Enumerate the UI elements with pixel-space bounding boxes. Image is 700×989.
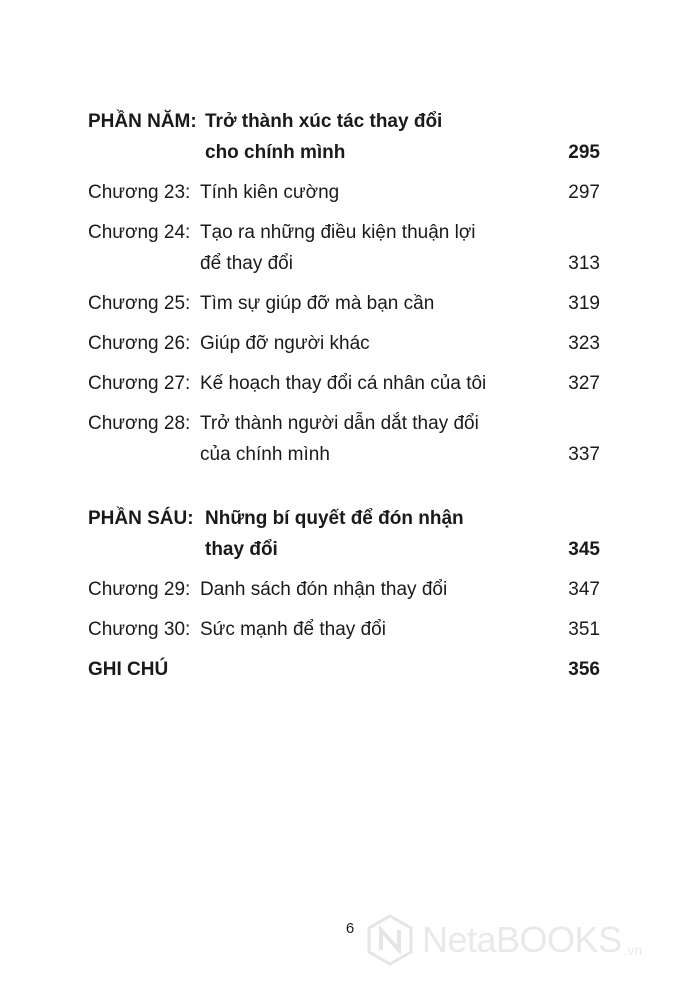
chapter-label: Chương 26: bbox=[88, 333, 191, 354]
chapter-page: 297 bbox=[568, 182, 600, 203]
page-number: 6 bbox=[345, 920, 355, 937]
netabooks-logo-icon bbox=[366, 914, 414, 966]
chapter-title: Kế hoạch thay đổi cá nhân của tôi bbox=[200, 373, 487, 394]
toc-part-5[interactable] bbox=[88, 106, 600, 168]
chapter-title-cont: của chính mình bbox=[200, 444, 330, 465]
part-title-cont: thay đổi bbox=[205, 539, 278, 560]
chapter-page: 319 bbox=[568, 293, 600, 314]
toc-chapter-26[interactable] bbox=[88, 328, 600, 359]
part-title: Trở thành xúc tác thay đổi bbox=[205, 111, 443, 132]
part-title: Những bí quyết để đón nhận bbox=[205, 508, 464, 529]
toc-notes[interactable] bbox=[88, 654, 600, 685]
notes-label: GHI CHÚ bbox=[88, 659, 169, 680]
chapter-title: Trở thành người dẫn dắt thay đổi bbox=[200, 413, 479, 434]
toc-part-6[interactable] bbox=[88, 503, 600, 565]
chapter-label: Chương 29: bbox=[88, 579, 191, 600]
chapter-label: Chương 25: bbox=[88, 293, 191, 314]
table-of-contents bbox=[88, 106, 600, 685]
chapter-page: 327 bbox=[568, 373, 600, 394]
chapter-page: 347 bbox=[568, 579, 600, 600]
part-label: PHẦN NĂM: bbox=[88, 111, 197, 132]
chapter-title: Tính kiên cường bbox=[200, 182, 340, 203]
chapter-title: Sức mạnh để thay đổi bbox=[200, 619, 386, 640]
toc-chapter-25[interactable] bbox=[88, 288, 600, 319]
chapter-page: 323 bbox=[568, 333, 600, 354]
watermark bbox=[366, 914, 642, 966]
toc-chapter-27[interactable] bbox=[88, 368, 600, 399]
chapter-page: 351 bbox=[568, 619, 600, 640]
chapter-title: Danh sách đón nhận thay đổi bbox=[200, 579, 448, 600]
part-title-cont: cho chính mình bbox=[205, 142, 346, 163]
part-page: 345 bbox=[568, 539, 600, 560]
chapter-label: Chương 24: bbox=[88, 222, 191, 243]
chapter-title: Tạo ra những điều kiện thuận lợi bbox=[200, 222, 476, 243]
chapter-label: Chương 30: bbox=[88, 619, 191, 640]
chapter-label: Chương 27: bbox=[88, 373, 191, 394]
toc-chapter-30[interactable] bbox=[88, 614, 600, 645]
watermark-suffix: .vn bbox=[623, 942, 643, 958]
part-label: PHẦN SÁU: bbox=[88, 508, 194, 529]
chapter-label: Chương 28: bbox=[88, 413, 191, 434]
watermark-brand: NetaBOOKS bbox=[422, 919, 622, 960]
notes-page: 356 bbox=[568, 659, 600, 680]
chapter-page: 313 bbox=[568, 253, 600, 274]
toc-chapter-23[interactable] bbox=[88, 177, 600, 208]
chapter-title: Tìm sự giúp đỡ mà bạn cần bbox=[200, 293, 435, 314]
toc-chapter-29[interactable] bbox=[88, 574, 600, 605]
chapter-page: 337 bbox=[568, 444, 600, 465]
chapter-label: Chương 23: bbox=[88, 182, 191, 203]
chapter-title: Giúp đỡ người khác bbox=[200, 333, 370, 354]
toc-chapter-28[interactable] bbox=[88, 408, 600, 470]
toc-chapter-24[interactable] bbox=[88, 217, 600, 279]
part-page: 295 bbox=[568, 142, 600, 163]
chapter-title-cont: để thay đổi bbox=[200, 253, 293, 274]
section-gap bbox=[88, 470, 600, 503]
